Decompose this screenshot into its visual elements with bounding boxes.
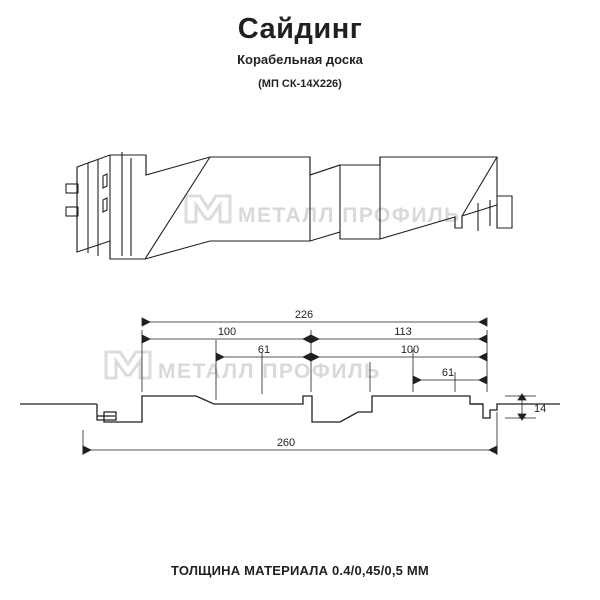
label-61-right: 61 (441, 367, 455, 379)
material-thickness-note: ТОЛЩИНА МАТЕРИАЛА 0.4/0,45/0,5 ММ (171, 563, 429, 578)
product-subtitle: Корабельная доска (237, 52, 363, 67)
label-14: 14 (534, 403, 547, 415)
page-title: Сайдинг (237, 13, 363, 45)
label-226: 226 (294, 309, 314, 321)
label-100-left: 100 (217, 326, 237, 338)
product-code: (МП СК-14Х226) (258, 78, 342, 90)
label-61-left: 61 (257, 344, 271, 356)
label-100-right: 100 (400, 344, 420, 356)
svg-text:МЕТАЛЛ ПРОФИЛЬ: МЕТАЛЛ ПРОФИЛЬ (238, 204, 461, 227)
watermark-top (186, 196, 461, 227)
cross-section-profile (20, 396, 560, 422)
label-260: 260 (276, 437, 296, 449)
svg-text:МЕТАЛЛ ПРОФИЛЬ: МЕТАЛЛ ПРОФИЛЬ (158, 360, 381, 383)
label-113: 113 (394, 326, 412, 338)
dimension-lines (83, 318, 536, 455)
